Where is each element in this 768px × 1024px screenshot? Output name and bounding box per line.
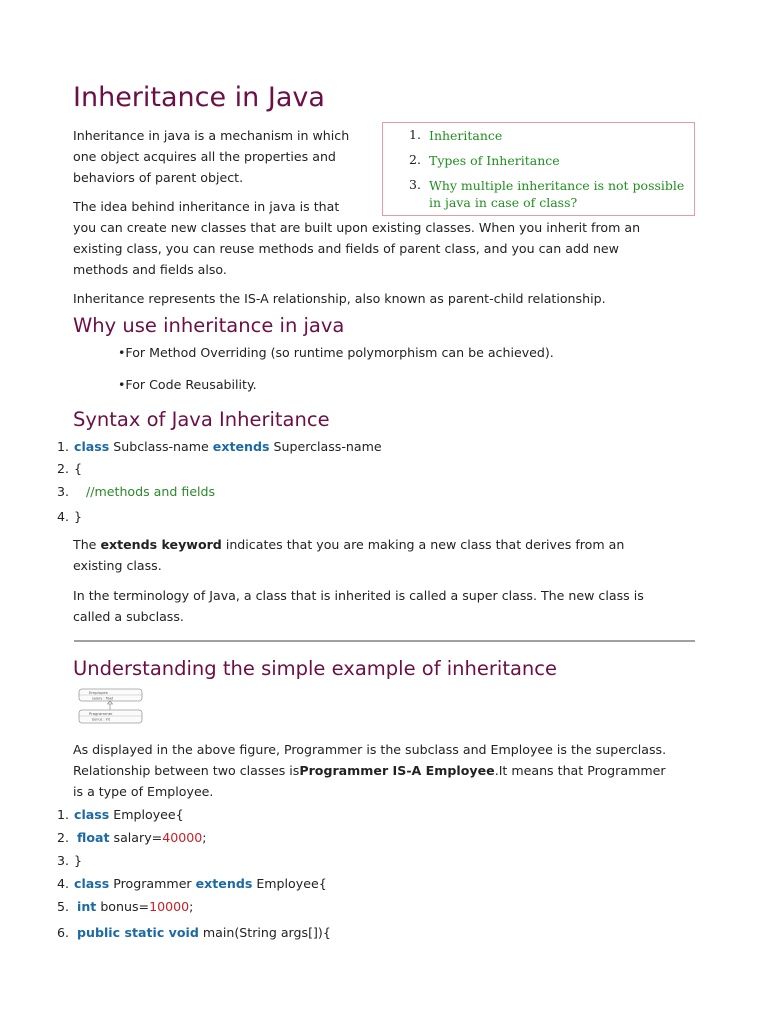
employee-title: Employee: [89, 689, 108, 695]
toc-link[interactable]: Inheritance: [429, 128, 503, 143]
toc-number: 1.: [409, 127, 421, 142]
keyword: float: [77, 830, 110, 845]
example-heading: Understanding the simple example of inheritance: [73, 657, 557, 680]
text: The: [73, 537, 101, 552]
toc-link[interactable]: Types of Inheritance: [429, 153, 560, 168]
keyword: extends: [212, 439, 270, 454]
keyword: extends: [195, 876, 253, 891]
line-number: 6.: [57, 925, 70, 940]
code-text: bonus=: [96, 899, 150, 914]
page-title: Inheritance in Java: [73, 82, 325, 113]
keyword: public static void: [77, 925, 199, 940]
code-text: Superclass-name: [269, 439, 382, 454]
extends-paragraph-line2: existing class.: [73, 558, 162, 573]
code-text: Employee{: [252, 876, 327, 891]
inheritance-diagram: [78, 688, 144, 724]
example-paragraph-line: [73, 760, 666, 781]
code-line: }: [74, 853, 83, 868]
isa-paragraph: Inheritance represents the IS-A relationship, also known as parent-child relationship.: [73, 291, 606, 306]
bold-text: Programmer IS-A Employee: [299, 763, 495, 778]
line-number: 1.: [57, 439, 70, 454]
keyword: class: [74, 876, 110, 891]
code-text: Programmer: [109, 876, 196, 891]
line-number: 1.: [57, 807, 70, 822]
example-paragraph-line: As displayed in the above figure, Programmer is the subclass and Employee is the superclass.: [73, 742, 667, 757]
toc-number: 3.: [409, 177, 421, 192]
horizontal-divider: [74, 640, 695, 642]
code-text: Subclass-name: [109, 439, 213, 454]
intro-line: behaviors of parent object.: [73, 170, 244, 185]
code-text: ;: [189, 899, 194, 914]
programmer-title: Programmer: [89, 710, 113, 716]
bold-text: extends keyword: [100, 537, 222, 552]
bullet-item: •For Code Reusability.: [118, 377, 257, 392]
code-text: Employee{: [109, 807, 184, 822]
text: indicates that you are making a new class that derives from an: [221, 537, 625, 552]
idea-line: methods and fields also.: [73, 262, 227, 277]
line-number: 2.: [57, 461, 70, 476]
idea-line: The idea behind inheritance in java is that: [73, 199, 340, 214]
intro-line: Inheritance in java is a mechanism in which: [73, 128, 350, 143]
code-line: [74, 876, 327, 891]
idea-line: existing class, you can reuse methods and fields of parent class, and you can add new: [73, 241, 619, 256]
line-number: 5.: [57, 899, 70, 914]
intro-line: one object acquires all the properties and: [73, 149, 336, 164]
code-line: [77, 830, 207, 845]
line-number: 3.: [57, 484, 70, 499]
syntax-heading: Syntax of Java Inheritance: [73, 408, 330, 431]
bullet-item: •For Method Overriding (so runtime polymorphism can be achieved).: [118, 345, 554, 360]
code-line: [77, 899, 193, 914]
line-number: 2.: [57, 830, 70, 845]
code-text: ;: [202, 830, 207, 845]
terminology-line: called a subclass.: [73, 609, 184, 624]
keyword: class: [74, 439, 110, 454]
toc-number: 2.: [409, 152, 421, 167]
keyword: int: [77, 899, 97, 914]
idea-line: you can create new classes that are built upon existing classes. When you inherit from an: [73, 220, 641, 235]
line-number: 4.: [57, 509, 70, 524]
terminology-line: In the terminology of Java, a class that is inherited is called a super class. The new class is: [73, 588, 644, 603]
number-literal: 10000: [149, 899, 190, 914]
code-line: }: [74, 509, 83, 524]
code-line: {: [74, 461, 83, 476]
example-paragraph-line: is a type of Employee.: [73, 784, 214, 799]
line-number: 3.: [57, 853, 70, 868]
code-comment: //methods and fields: [86, 484, 216, 499]
code-text: main(String args[]){: [198, 925, 331, 940]
programmer-field: bonus : int: [92, 717, 111, 722]
keyword: class: [74, 807, 110, 822]
extends-paragraph: [73, 534, 624, 555]
code-text: salary=: [109, 830, 163, 845]
toc-link[interactable]: Why multiple inheritance is not possible in java in case of class?: [429, 178, 685, 210]
why-heading: Why use inheritance in java: [73, 314, 345, 337]
text: .It means that Programmer: [494, 763, 666, 778]
arrow-head-icon: [108, 701, 113, 704]
line-number: 4.: [57, 876, 70, 891]
code-line: [77, 925, 331, 940]
code-line: [74, 439, 382, 454]
code-line: [74, 807, 184, 822]
text: Relationship between two classes is: [73, 763, 300, 778]
employee-field: salary : float: [92, 696, 114, 701]
number-literal: 40000: [162, 830, 203, 845]
table-of-contents: [382, 122, 695, 216]
